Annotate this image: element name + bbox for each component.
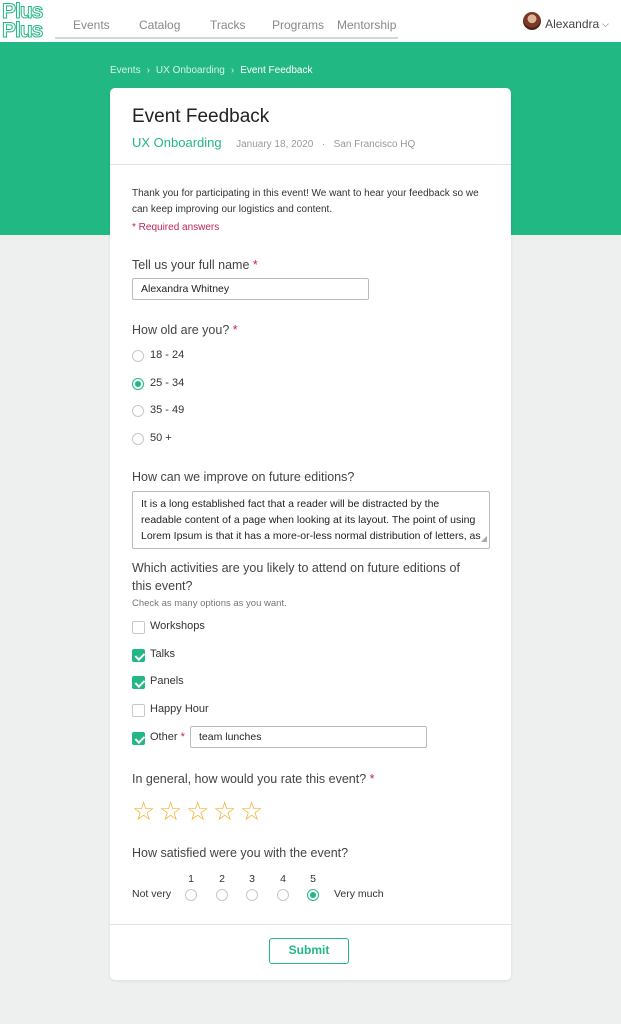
- improve-textarea[interactable]: [132, 491, 490, 549]
- scale-number: 5: [310, 873, 316, 885]
- checkbox-talks[interactable]: [132, 649, 145, 662]
- nav-item-events[interactable]: Events: [73, 18, 110, 32]
- page-title: Event Feedback: [132, 106, 270, 127]
- checkbox-other[interactable]: [132, 732, 145, 745]
- event-date: January 18, 2020: [236, 139, 314, 150]
- full-name-input[interactable]: Alexandra Whitney: [132, 278, 369, 300]
- age-radio-35-49[interactable]: [132, 405, 144, 417]
- other-label[interactable]: [150, 731, 185, 743]
- breadcrumb-events[interactable]: Events: [110, 65, 141, 76]
- required-mark: *: [252, 258, 258, 272]
- question-text: How old are you?: [132, 323, 230, 337]
- scale-number: 2: [219, 873, 225, 885]
- age-option-label[interactable]: 25 - 34: [150, 377, 185, 389]
- breadcrumb-separator-icon: ›: [230, 65, 235, 76]
- star-3-icon[interactable]: ☆: [186, 796, 210, 826]
- logo[interactable]: [2, 2, 50, 40]
- event-group-link[interactable]: UX Onboarding: [132, 135, 222, 150]
- activity-label[interactable]: Talks: [150, 648, 176, 660]
- satisfaction-radio-4[interactable]: [277, 889, 289, 901]
- checkbox-happy-hour[interactable]: [132, 704, 145, 717]
- other-label-text[interactable]: Other: [150, 731, 178, 743]
- event-location: San Francisco HQ: [333, 139, 416, 150]
- satisfaction-radio-5[interactable]: [307, 889, 319, 901]
- age-radio-18-24[interactable]: [132, 350, 144, 362]
- question-text: In general, how would you rate this event?: [132, 772, 367, 786]
- user-menu[interactable]: [545, 12, 609, 32]
- breadcrumb-separator-icon: ›: [146, 65, 150, 76]
- activity-label[interactable]: Happy Hour: [150, 703, 209, 715]
- breadcrumb-current: Event Feedback: [240, 65, 313, 76]
- scale-number: 3: [249, 873, 255, 885]
- textarea-value: It is a long established fact that a reader will be distracted by the readable content of a page when looking at its layout. The point of using Lorem Ipsum is that it has a more-or-less normal distribution of letters, as: [141, 498, 481, 542]
- nav-item-catalog[interactable]: Catalog: [139, 18, 181, 32]
- event-subtitle: [132, 134, 415, 152]
- activity-label[interactable]: Panels: [150, 675, 184, 687]
- avatar[interactable]: [523, 12, 541, 30]
- intro-text: Thank you for participating in this event! We want to hear your feedback so we can keep improving our logistics and content.: [132, 188, 479, 215]
- nav-item-mentorship[interactable]: Mentorship: [337, 18, 397, 32]
- age-radio-50-plus[interactable]: [132, 433, 144, 445]
- chevron-down-icon[interactable]: ⌵: [602, 19, 609, 29]
- question-rating-label: [132, 770, 482, 788]
- satisfaction-radio-1[interactable]: [185, 889, 197, 901]
- star-4-icon[interactable]: ☆: [213, 796, 237, 826]
- required-note: * Required answers: [132, 222, 220, 233]
- scale-number: 4: [280, 873, 286, 885]
- other-activity-input[interactable]: team lunches: [190, 726, 427, 748]
- question-text: Tell us your full name: [132, 258, 250, 272]
- satisfaction-radio-3[interactable]: [246, 889, 258, 901]
- satisfaction-radio-2[interactable]: [216, 889, 228, 901]
- checkbox-workshops[interactable]: [132, 621, 145, 634]
- header-divider: [110, 164, 511, 165]
- checkbox-panels[interactable]: [132, 676, 145, 689]
- required-mark: *: [180, 731, 185, 743]
- logo-line-2: Plus: [2, 19, 43, 42]
- nav-item-programs[interactable]: Programs: [272, 18, 325, 32]
- question-age-label: [132, 321, 482, 339]
- age-option-label[interactable]: 50 +: [150, 432, 172, 444]
- star-5-icon[interactable]: ☆: [240, 796, 264, 826]
- footer-divider: [110, 924, 511, 925]
- required-mark: *: [369, 772, 375, 786]
- activity-label[interactable]: Workshops: [150, 620, 205, 632]
- resize-handle-icon[interactable]: ◢: [480, 534, 487, 543]
- nav-underline: [55, 37, 398, 39]
- scale-high-label: Very much: [334, 888, 384, 900]
- activities-hint: Check as many options as you want.: [132, 598, 287, 609]
- question-activities-label: Which activities are you likely to attend on future editions of this event?: [132, 561, 460, 593]
- breadcrumb-ux-onboarding[interactable]: UX Onboarding: [155, 65, 225, 76]
- star-2-icon[interactable]: ☆: [159, 796, 183, 826]
- star-1-icon[interactable]: ☆: [132, 796, 156, 826]
- required-mark: *: [232, 323, 238, 337]
- age-radio-25-34[interactable]: [132, 378, 144, 390]
- user-name[interactable]: Alexandra: [545, 17, 600, 31]
- nav-item-tracks[interactable]: Tracks: [210, 18, 246, 32]
- feedback-card: [110, 88, 511, 980]
- breadcrumb: [110, 65, 312, 76]
- scale-number: 1: [188, 873, 194, 885]
- meta-separator: ·: [321, 139, 326, 150]
- top-bar: [0, 0, 621, 43]
- age-option-label[interactable]: 18 - 24: [150, 349, 185, 361]
- scale-low-label: Not very: [132, 888, 172, 900]
- logo-line-1: Plus: [2, 0, 43, 23]
- submit-button[interactable]: Submit: [269, 938, 349, 964]
- question-satisfied-label: How satisfied were you with the event?: [132, 846, 349, 860]
- question-name-label: [132, 256, 482, 274]
- question-improve-label: How can we improve on future editions?: [132, 470, 355, 484]
- age-option-label[interactable]: 35 - 49: [150, 404, 185, 416]
